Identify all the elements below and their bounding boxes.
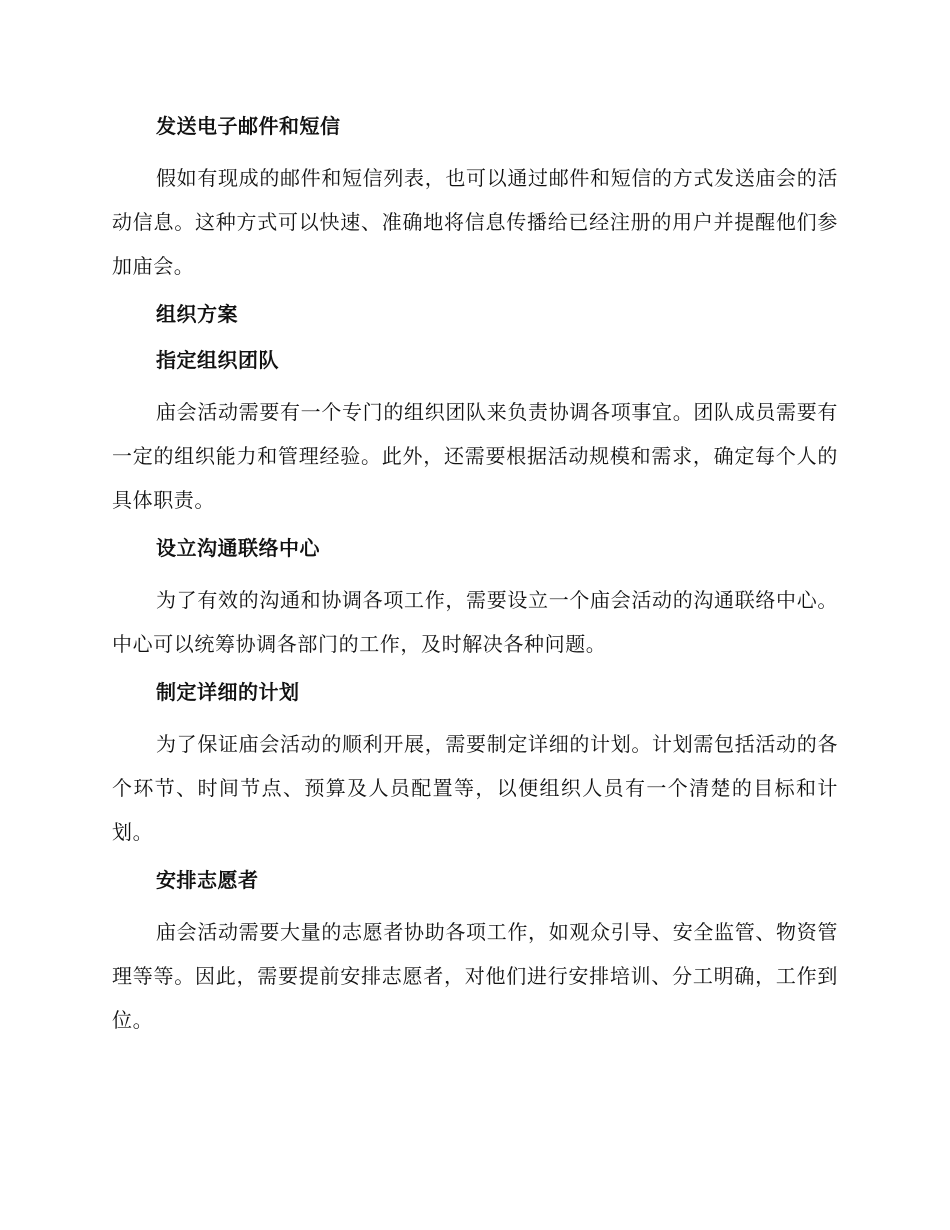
section-paragraph: 为了有效的沟通和协调各项工作，需要设立一个庙会活动的沟通联络中心。中心可以统筹协调各部门的工作，及时解决各种问题。 <box>112 588 838 656</box>
section-comm-center <box>112 532 838 666</box>
section-volunteers <box>112 864 838 1042</box>
section-heading: 设立沟通联络中心 <box>156 536 320 560</box>
section-paragraph: 假如有现成的邮件和短信列表，也可以通过邮件和短信的方式发送庙会的活动信息。这种方式可以快速、准确地将信息传播给已经注册的用户并提醒他们参加庙会。 <box>112 166 838 278</box>
section-org-team <box>112 344 838 522</box>
section-org-plan <box>112 298 838 330</box>
section-heading: 制定详细的计划 <box>156 680 300 704</box>
section-paragraph: 为了保证庙会活动的顺利开展，需要制定详细的计划。计划需包括活动的各个环节、时间节点、预算及人员配置等，以便组织人员有一个清楚的目标和计划。 <box>112 732 838 844</box>
section-heading: 发送电子邮件和短信 <box>156 114 341 138</box>
section-heading: 组织方案 <box>156 302 238 326</box>
section-paragraph: 庙会活动需要有一个专门的组织团队来负责协调各项事宜。团队成员需要有一定的组织能力和管理经验。此外，还需要根据活动规模和需求，确定每个人的具体职责。 <box>112 400 838 512</box>
section-detailed-plan <box>112 676 838 854</box>
section-paragraph: 庙会活动需要大量的志愿者协助各项工作，如观众引导、安全监管、物资管理等等。因此，需要提前安排志愿者，对他们进行安排培训、分工明确，工作到位。 <box>112 920 838 1032</box>
section-heading: 安排志愿者 <box>156 868 259 892</box>
section-email-sms <box>112 110 838 288</box>
section-heading: 指定组织团队 <box>156 348 279 372</box>
